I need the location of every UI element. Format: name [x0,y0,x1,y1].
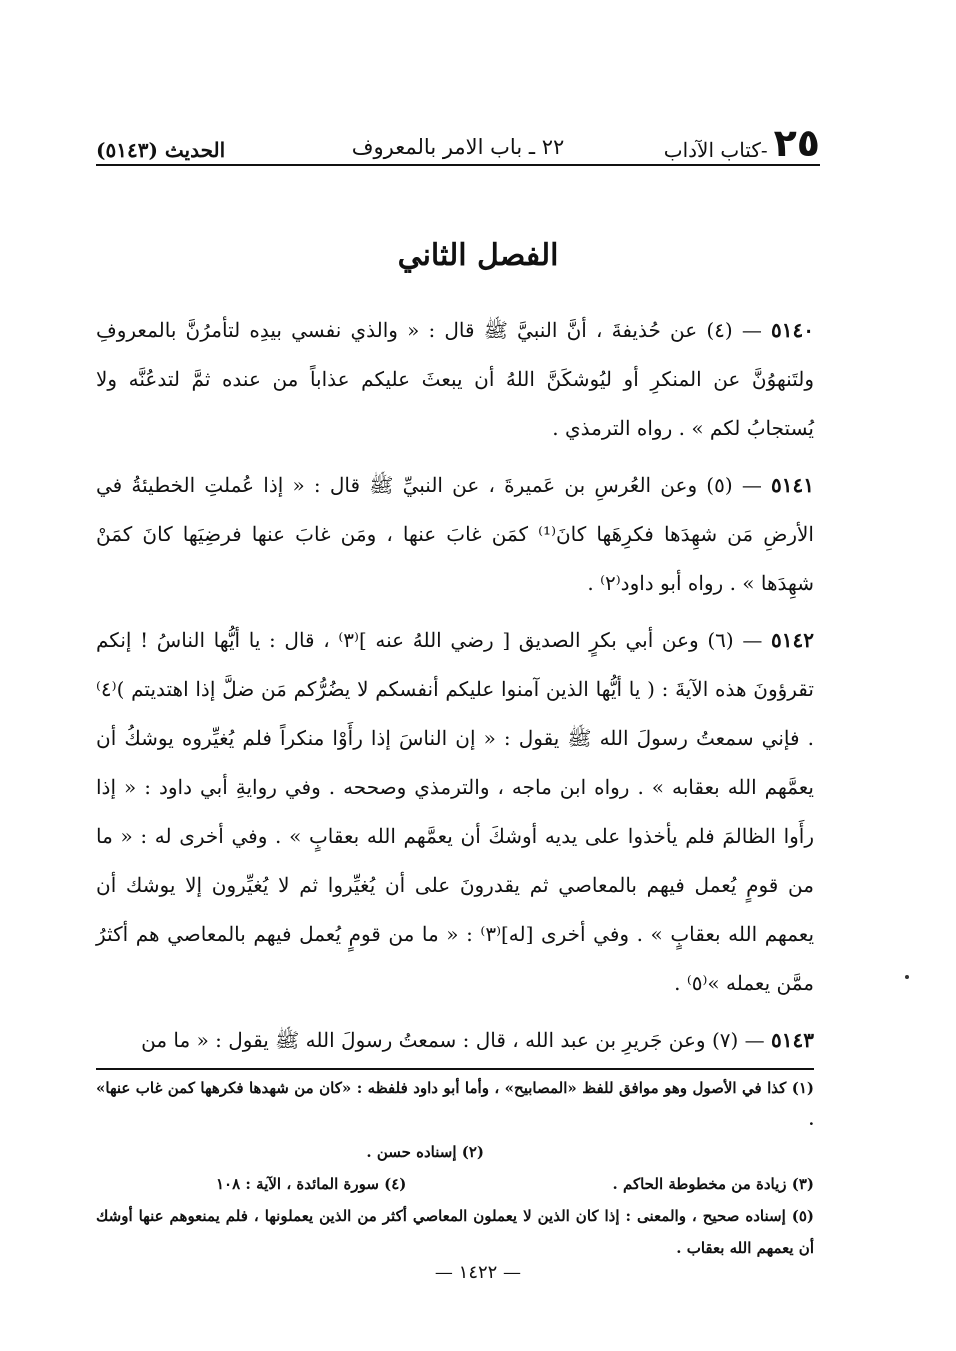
hadith-paragraph [96,461,814,608]
header-hadith-range: الحديث (٥١٤٣) [96,138,226,162]
hadith-text: — (٤) عن حُذيفةَ ، أنَّ النبيَّ ﷺ قال : « والذي نفسي بيدِه لتأمرُنَّ بالمعروفِ ولتَنهوُنَّ عن المنكرِ أو ليُوشكَنَّ اللهُ أن يبعثَ عليكم عذاباً من عنده ثمَّ لتدعُنَّه ولا يُستجابُ لكم » . رواه الترمذي . [96,318,814,440]
hadith-text: — (٦) وعن أبي بكرٍ الصديق [ رضي اللهُ عنه ]⁽٣⁾ ، قال : يا أيُّها الناسُ ! إنكم تقرؤونَ هذه الآيةَ : ( يا أيُّها الذين آمنوا عليكم أنفسكم لا يضُرُّكم مَن ضلَّ إذا اهتديتم )⁽٤⁾ . فإني سمعتُ رسولَ الله ﷺ يقول : « إن الناسَ إذا رأَوْا منكراً فلم يُغيِّروه يوشكُ أن يعمَّهم الله بعقابه » . رواه ابن ماجه ، والترمذي وصححه . وفي روايةِ أبي داود : « إذا رأَوا الظالمَ فلم يأخذوا على يديه أوشكَ أن يعمَّهم الله بعقابٍ » . وفي أخرى له : « ما من قومٍ يُعمل فيهم بالمعاصي ثم يقدرونَ على أن يُغيِّروا ثم لا يُغيِّرون إلا يوشك أن يعمهم الله بعقابٍ » . وفي أخرى [له]⁽٣⁾ : « ما من قومٍ يُعمل فيهم بالمعاصي هم أكثرُ ممَّن يعمله »⁽٥⁾ . [96,628,815,995]
hadith-number: ٥١٤٣ [771,1028,814,1052]
scan-speck [905,975,909,979]
footnote-3: (٣) زيادة من مخطوطة الحاكم . [612,1175,814,1193]
section-title: الفصل الثاني [397,238,559,273]
hadith-number: ٥١٤٠ [771,318,814,342]
header-chapter-title: ٢٢ ـ باب الامر بالمعروف [351,134,565,159]
header-divider [96,164,820,166]
footnote-4: (٤) سورة المائدة ، الآية : ١٠٨ [216,1175,407,1193]
footnotes [96,1072,814,1264]
footnote-1: (١) كذا في الأصول وهو موافق للفظ «المصابيح» ، وأما أبو داود فلفظه : «كان من شهدها فكرهها كمن غاب عنها» . [96,1079,814,1129]
header-book-title: -كتاب الآداب [663,138,768,162]
hadith-paragraph [96,306,814,453]
hadith-text: — (٥) وعن العُرسِ بن عَميرةَ ، عن النبيِّ ﷺ قال : « إذا عُملتِ الخطيئةُ في الأرضِ مَن شهِدَها فكرِهَها كانَ⁽¹⁾ كمَن غابَ عنها ، ومَن غابَ عنها فرضِيَها كانَ كمَنْ شهِدَها » . رواه أبو داود⁽٢⁾ . [96,473,814,595]
footnote-2: (٢) إسناده حسن . [366,1143,484,1161]
footnote-row [96,1168,814,1200]
footnote-5: (٥) إسناده صحيح ، والمعنى : إذا كان الذين لا يعملون المعاصي أكثر من الذين يعملونها ، فلم يمنعوهم عنها أوشك أن يعمهم الله بعقاب . [96,1207,814,1257]
footnote-divider [96,1068,814,1070]
hadith-paragraph [96,616,814,1008]
page-folio: — ١٤٢٢ — [434,1262,522,1283]
running-header [96,108,820,165]
header-page-number: ٢٥ [773,121,820,165]
header-book-group [663,121,820,165]
hadith-text: — (٧) وعن جَريرِ بن عبد الله ، قال : سمعتُ رسولَ الله ﷺ يقول : « ما من [141,1028,765,1052]
hadith-paragraph [96,1016,814,1065]
hadith-number: ٥١٤٢ [771,628,814,652]
hadith-number: ٥١٤١ [771,473,814,497]
main-text [96,306,814,1073]
